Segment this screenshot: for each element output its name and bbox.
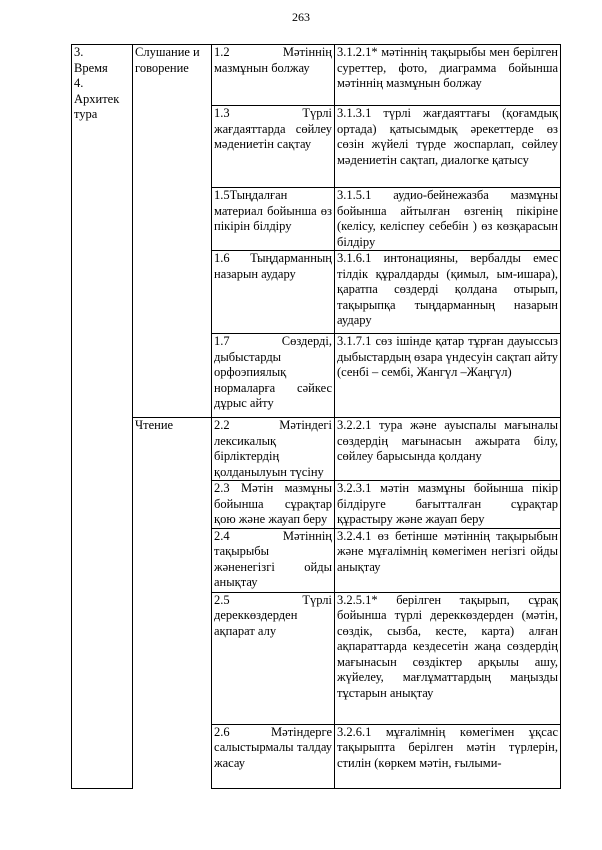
skill-reading: Чтение — [133, 418, 212, 789]
curriculum-table — [71, 44, 561, 789]
subskill-cell: 1.6 Тыңдарманның назарын аудару — [212, 251, 335, 334]
subskill-cell: 1.3 Түрлі жағдаяттарда сөйлеу мәдениетін сақтау — [212, 106, 335, 188]
subskill-cell: 2.2 Мәтіндегі лексикалық бірліктердің қолданылуын түсіну — [212, 418, 335, 481]
subskill-cell: 2.4 Мәтіннің тақырыбы жәненегізгі ойды анықтау — [212, 528, 335, 592]
subskill-cell: 1.2 Мәтіннің мазмұнын болжау — [212, 45, 335, 106]
page-number: 263 — [292, 10, 310, 24]
objective-cell: 3.2.3.1 мәтін мазмұны бойынша пікір білдіруге бағытталған сұрақтар құрастыру және жауап беру — [335, 481, 561, 529]
objective-cell: 3.1.2.1* мәтіннің тақырыбы мен берілген суреттер, фото, диаграмма бойынша мәтіннің мазмұнын болжау — [335, 45, 561, 106]
objective-cell: 3.2.5.1* берілген тақырып, сұрақ бойынша түрлі дереккөздерден (мәтін, сөздік, сызба, кесте, карта) алған ақпараттарда кездесетін жаңа сөздердің мағынасын сөздіктер арқылы ашу, жүйелеу, мағлұматтардың маңызды тұстарын анықтау — [335, 592, 561, 724]
subskill-cell: 2.3 Мәтін мазмұны бойынша сұрақтар қою және жауап беру — [212, 481, 335, 529]
subskill-cell: 2.5 Түрлі дереккөздерден ақпарат алу — [212, 592, 335, 724]
objective-cell: 3.1.3.1 түрлі жағдаяттағы (қоғамдық ортада) қатысымдық әрекеттерде өз сөзін жүйелі түрде жоспарлап, сөйлеу мәдениетін сақтап, диалогке қатысу — [335, 106, 561, 188]
topics-cell: 3. Время 4. Архитек тура — [72, 45, 133, 789]
subskill-cell: 1.5Тыңдалған материал бойынша өз пікірін білдіру — [212, 188, 335, 251]
objective-cell: 3.1.6.1 интонацияны, вербалды емес тілдік құралдарды (қимыл, ым-ишара), қаратпа сөздерді қолдана отырып, тақырыпқа тыңдарманның назарын аудару — [335, 251, 561, 334]
objective-cell: 3.1.7.1 сөз ішінде қатар тұрған дауыссыз дыбыстардың өзара үндесуін сақтап айту (сенбі – сембі, Жангүл –Жаңгүл) — [335, 334, 561, 418]
objective-cell: 3.1.5.1 аудио-бейнежазба мазмұны бойынша айтылған өзгенің пікіріне (келісу, келіспеу себебін ) өз көзқарасын білдіру — [335, 188, 561, 251]
subskill-cell: 2.6 Мәтіндерге салыстырмалы талдау жасау — [212, 724, 335, 788]
table-row — [72, 45, 561, 106]
skill-listening-speaking: Слушание и говорение — [133, 45, 212, 418]
subskill-cell: 1.7 Сөздерді, дыбыстарды орфоэпиялық нормаларға сәйкес дұрыс айту — [212, 334, 335, 418]
objective-cell: 3.2.2.1 тура және ауыспалы мағыналы сөздердің мағынасын ажырата білу, сөйлеу барысында қолдану — [335, 418, 561, 481]
objective-cell: 3.2.4.1 өз бетінше мәтіннің тақырыбын және мұғалімнің көмегімен негізгі ойды анықтау — [335, 528, 561, 592]
objective-cell: 3.2.6.1 мұғалімнің көмегімен ұқсас тақырыпта берілген мәтін түрлерін, стилін (көркем мәтін, ғылыми- — [335, 724, 561, 788]
table-row — [72, 418, 561, 481]
